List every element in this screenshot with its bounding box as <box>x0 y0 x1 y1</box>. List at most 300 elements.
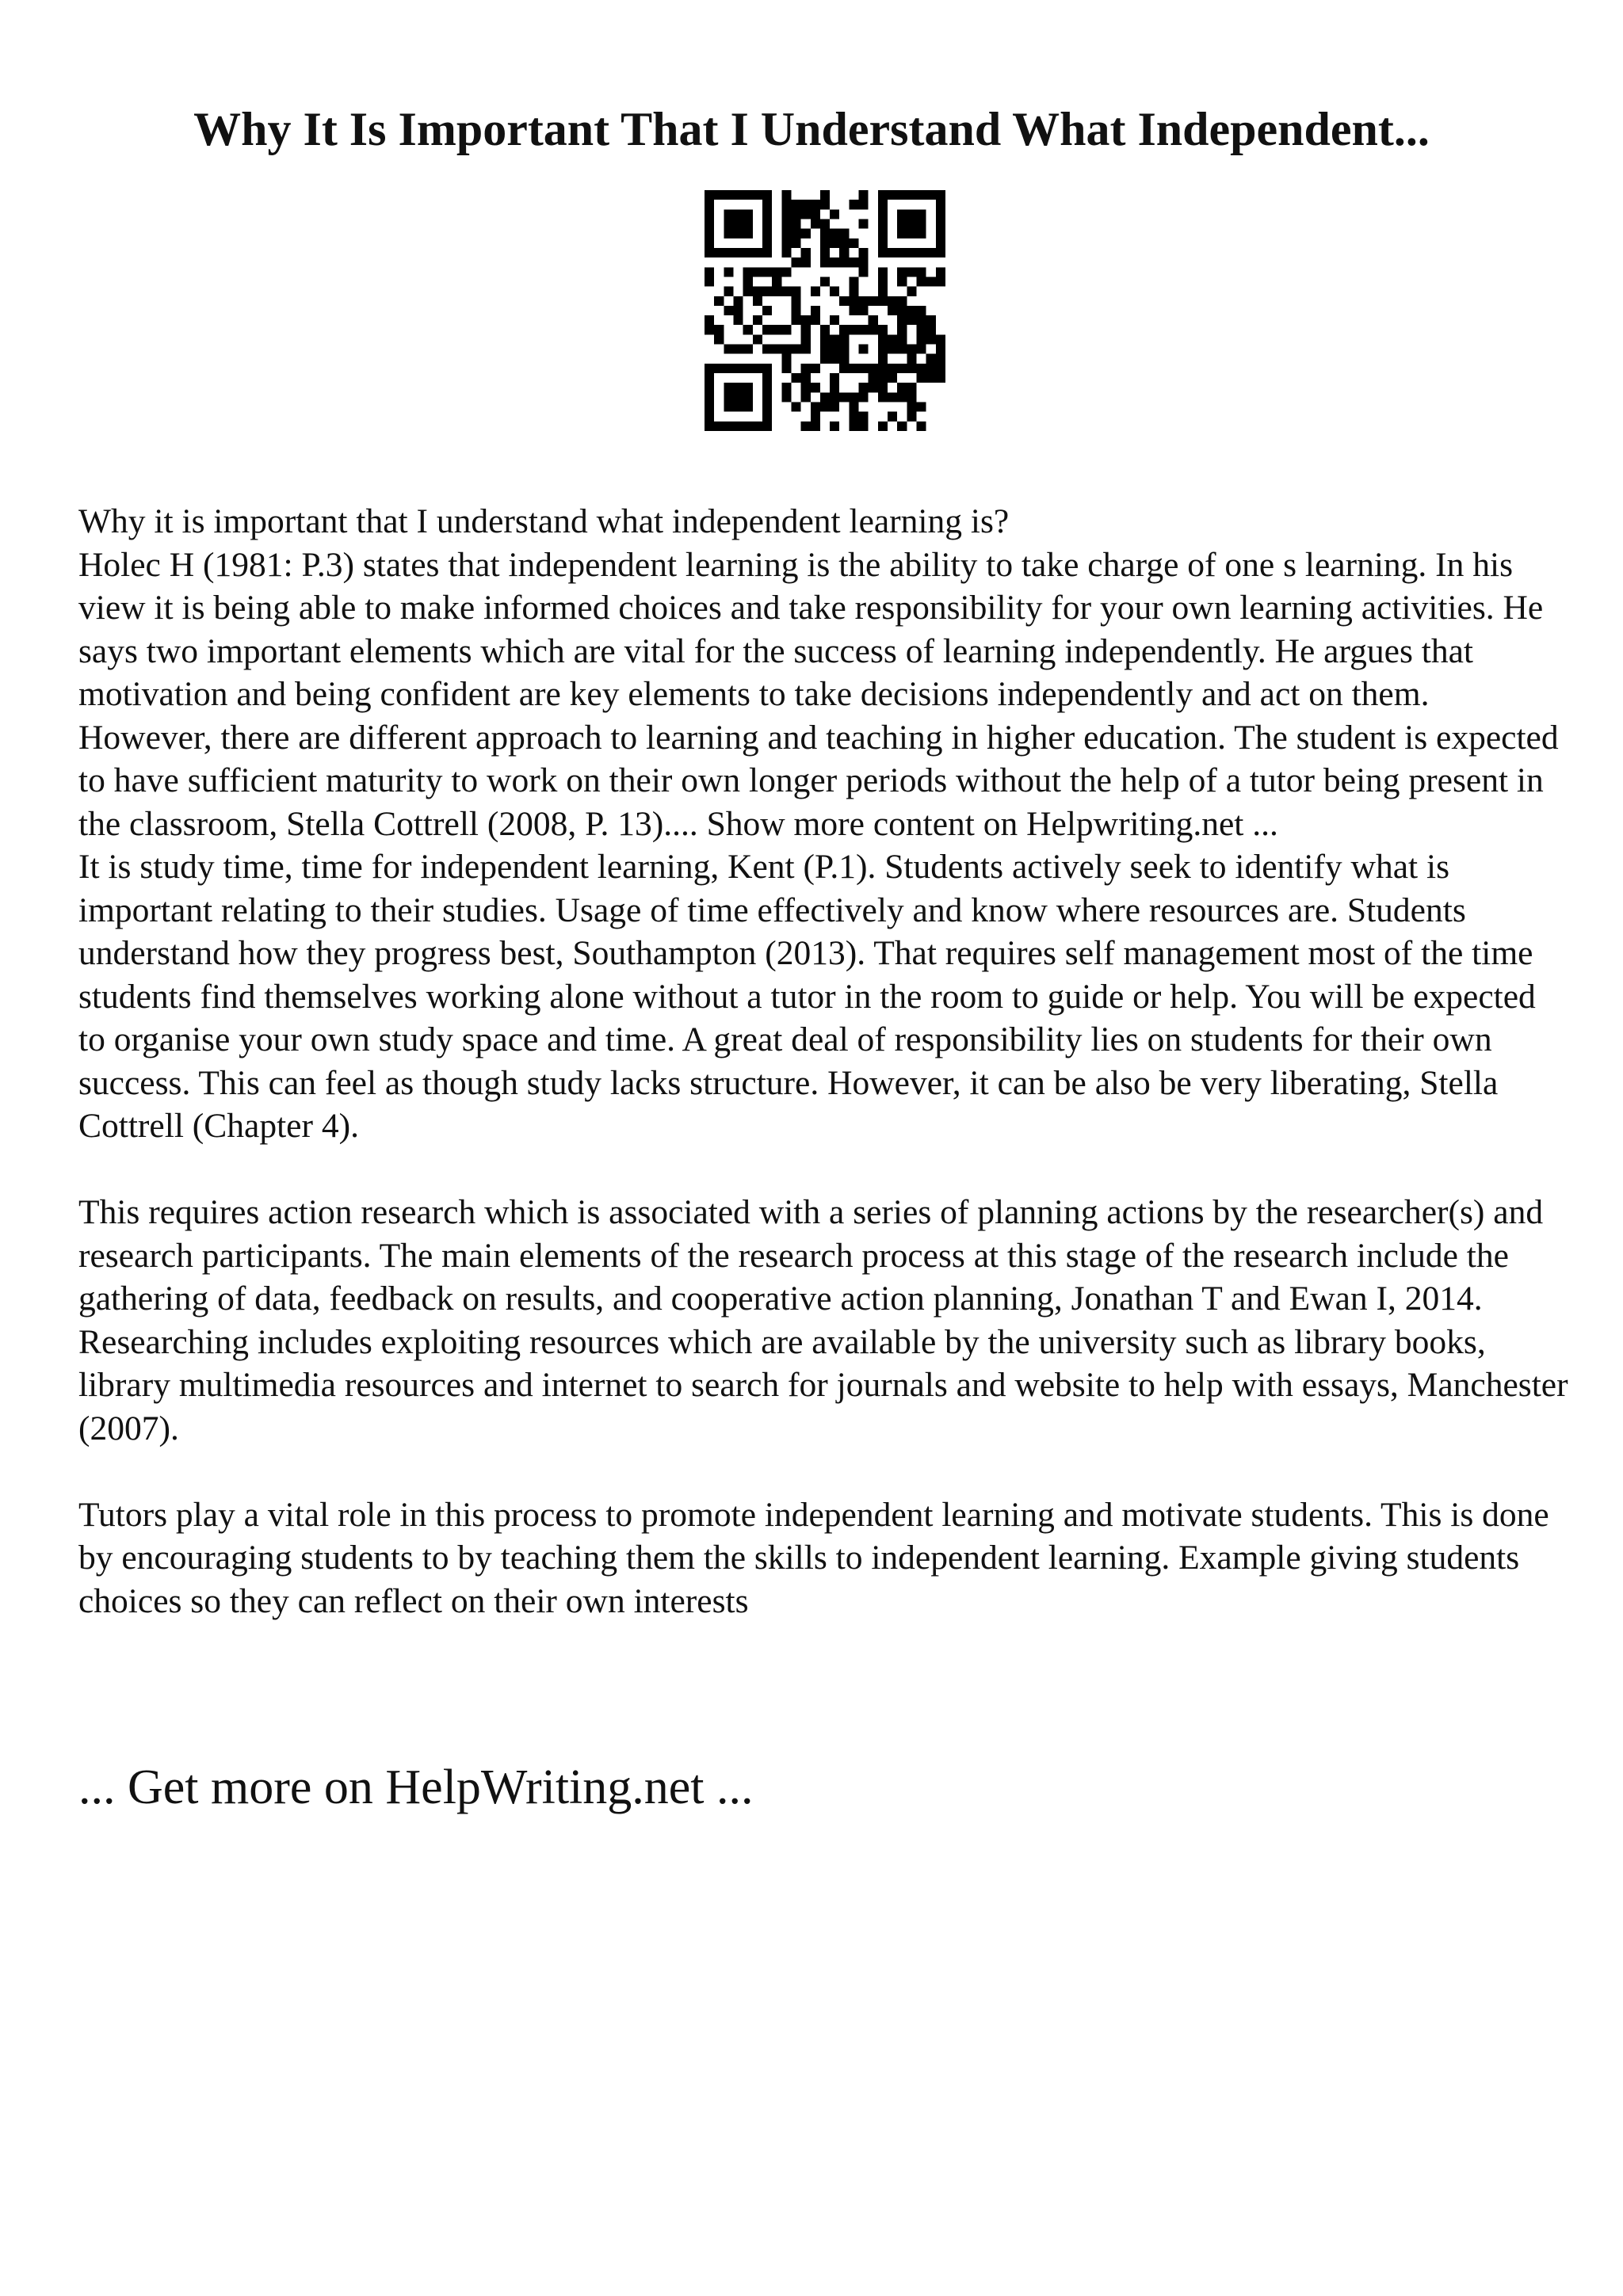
qr-module <box>830 383 839 392</box>
qr-module <box>926 334 936 344</box>
qr-module <box>820 200 830 209</box>
qr-module <box>917 421 926 431</box>
qr-module <box>714 190 724 200</box>
qr-module <box>791 219 800 228</box>
qr-module <box>878 287 888 296</box>
qr-module <box>926 364 936 373</box>
qr-module <box>859 257 869 267</box>
qr-module <box>724 229 733 238</box>
qr-module <box>705 209 714 219</box>
qr-module <box>733 383 743 392</box>
qr-module <box>849 421 858 431</box>
qr-module <box>772 267 781 277</box>
qr-module <box>839 238 849 248</box>
qr-module <box>762 392 772 402</box>
qr-module <box>936 248 945 257</box>
qr-module <box>878 373 888 383</box>
qr-module <box>801 257 811 267</box>
qr-module <box>762 402 772 412</box>
qr-module <box>859 190 869 200</box>
qr-module <box>762 200 772 209</box>
qr-module <box>733 190 743 200</box>
qr-module <box>791 296 800 306</box>
qr-module <box>762 421 772 431</box>
qr-module <box>762 229 772 238</box>
qr-module <box>888 190 897 200</box>
qr-module <box>936 345 945 354</box>
qr-module <box>878 200 888 209</box>
qr-module <box>705 392 714 402</box>
qr-module <box>801 325 811 334</box>
qr-module <box>820 229 830 238</box>
qr-code-icon <box>705 190 945 431</box>
qr-module <box>878 229 888 238</box>
qr-module <box>705 190 714 200</box>
qr-module <box>907 190 916 200</box>
qr-module <box>781 219 791 228</box>
qr-module <box>897 190 907 200</box>
qr-module <box>907 354 916 364</box>
qr-module <box>917 248 926 257</box>
qr-module <box>801 364 811 373</box>
qr-module <box>917 402 926 412</box>
qr-module <box>743 277 753 286</box>
qr-module <box>897 219 907 228</box>
qr-module <box>859 421 869 431</box>
qr-module <box>811 219 820 228</box>
qr-module <box>781 383 791 392</box>
qr-module <box>791 257 800 267</box>
qr-module <box>897 383 907 392</box>
qr-module <box>830 334 839 344</box>
qr-module <box>743 209 753 219</box>
qr-module <box>714 421 724 431</box>
qr-module <box>772 325 781 334</box>
qr-module <box>917 209 926 219</box>
qr-module <box>878 296 888 306</box>
paragraph-study-time: It is study time, time for independent learning, Kent (P.1). Students actively seek to identify what is important relating to their studies. Usage of time effectively and know where resources are. Students understand how they progress best, Southampton (2013). That requires self management most of the time students find themselves working alone without a tutor in the room to guide or help. You will be expected to organise your own study space and time. A great deal of responsibility lies on students for their own success. This can feel as though study lacks structure. However, it can be also be very liberating, Stella Cottrell (Chapter 4). <box>78 848 1536 1145</box>
qr-module <box>705 402 714 412</box>
qr-module <box>733 296 743 306</box>
qr-module <box>705 238 714 248</box>
qr-module <box>801 373 811 383</box>
qr-module <box>820 354 830 364</box>
qr-module <box>733 421 743 431</box>
qr-module <box>917 325 926 334</box>
qr-module <box>897 306 907 315</box>
paragraph-holec: Holec H (1981: P.3) states that independent learning is the ability to take charge of one s learning. In his view it is being able to make informed choices and take responsibility for your own learning activities. He says two important elements which are vital for the success of learning independently. He argues that motivation and being confident are key elements to take decisions independently and act on them. <box>78 545 1544 713</box>
qr-module <box>781 354 791 364</box>
qr-module <box>705 277 714 286</box>
qr-module <box>926 190 936 200</box>
qr-module <box>878 190 888 200</box>
qr-module <box>859 306 869 315</box>
qr-module <box>724 306 733 315</box>
qr-module <box>830 421 839 431</box>
qr-module <box>936 364 945 373</box>
qr-module <box>762 325 772 334</box>
qr-module <box>811 412 820 421</box>
qr-module <box>878 345 888 354</box>
qr-module <box>811 287 820 296</box>
qr-module <box>917 277 926 286</box>
qr-module <box>820 334 830 344</box>
qr-module <box>724 364 733 373</box>
qr-module <box>830 209 839 219</box>
qr-module <box>917 334 926 344</box>
qr-module <box>801 229 811 238</box>
qr-module <box>791 402 800 412</box>
qr-module <box>839 325 849 334</box>
qr-module <box>888 373 897 383</box>
qr-module <box>897 296 907 306</box>
qr-module <box>801 334 811 344</box>
qr-module <box>888 364 897 373</box>
qr-module <box>820 248 830 257</box>
qr-module <box>705 373 714 383</box>
qr-module <box>936 267 945 277</box>
qr-module <box>888 306 897 315</box>
qr-module <box>762 248 772 257</box>
qr-module <box>743 190 753 200</box>
qr-module <box>714 364 724 373</box>
qr-module <box>743 392 753 402</box>
qr-module <box>820 345 830 354</box>
qr-module <box>878 238 888 248</box>
qr-module <box>714 334 724 344</box>
qr-module <box>917 219 926 228</box>
qr-module <box>781 287 791 296</box>
qr-module <box>781 325 791 334</box>
qr-module <box>801 345 811 354</box>
qr-module <box>743 229 753 238</box>
qr-module <box>839 392 849 402</box>
qr-module <box>743 325 753 334</box>
qr-module <box>936 354 945 364</box>
qr-module <box>762 364 772 373</box>
qr-module <box>859 219 869 228</box>
qr-module <box>849 238 858 248</box>
qr-module <box>762 383 772 392</box>
qr-module <box>772 277 781 286</box>
qr-module <box>878 325 888 334</box>
qr-module <box>859 364 869 373</box>
qr-module <box>869 315 878 325</box>
qr-module <box>791 315 800 325</box>
qr-module <box>830 229 839 238</box>
qr-module <box>907 345 916 354</box>
qr-module <box>753 296 762 306</box>
qr-module <box>897 267 907 277</box>
qr-module <box>714 325 724 334</box>
qr-module <box>705 383 714 392</box>
qr-module <box>762 373 772 383</box>
qr-module <box>839 296 849 306</box>
qr-module <box>839 229 849 238</box>
qr-module <box>907 267 916 277</box>
qr-module <box>753 315 762 325</box>
qr-module <box>926 354 936 364</box>
qr-module <box>936 277 945 286</box>
get-more-link[interactable]: ... Get more on HelpWriting.net ... <box>78 1760 754 1814</box>
qr-module <box>917 190 926 200</box>
qr-module <box>869 373 878 383</box>
qr-module <box>897 209 907 219</box>
qr-module <box>859 248 869 257</box>
qr-module <box>705 248 714 257</box>
qr-module <box>724 267 733 277</box>
qr-module <box>917 267 926 277</box>
qr-module <box>733 364 743 373</box>
qr-module <box>791 209 800 219</box>
qr-module <box>849 412 858 421</box>
qr-module <box>907 315 916 325</box>
qr-module <box>878 364 888 373</box>
qr-module <box>753 287 762 296</box>
qr-module <box>897 248 907 257</box>
qr-module <box>888 392 897 402</box>
qr-module <box>733 315 743 325</box>
paragraph-approach: However, there are different approach to learning and teaching in higher education. The student is expected to have sufficient maturity to work on their own longer periods without the help of a tutor being present in the classroom, Stella Cottrell (2008, P. 13).... Show more content on Helpwriting.net ... <box>78 718 1559 843</box>
qr-module <box>733 392 743 402</box>
qr-module <box>781 392 791 402</box>
qr-module <box>743 219 753 228</box>
qr-module <box>820 325 830 334</box>
qr-module <box>869 296 878 306</box>
qr-module <box>897 345 907 354</box>
qr-module <box>820 190 830 200</box>
qr-module <box>878 277 888 286</box>
qr-module <box>811 402 820 412</box>
qr-module <box>724 219 733 228</box>
document-title: Why It Is Important That I Understand What Independent... <box>193 103 1430 155</box>
qr-module <box>724 392 733 402</box>
qr-module <box>926 325 936 334</box>
qr-module <box>936 209 945 219</box>
qr-module <box>705 229 714 238</box>
qr-module <box>917 315 926 325</box>
qr-module <box>801 421 811 431</box>
qr-module <box>762 306 772 315</box>
qr-module <box>926 248 936 257</box>
qr-module <box>743 383 753 392</box>
qr-module <box>762 238 772 248</box>
qr-module <box>839 345 849 354</box>
qr-module <box>791 200 800 209</box>
qr-module <box>733 209 743 219</box>
qr-module <box>801 209 811 219</box>
qr-module <box>811 209 820 219</box>
qr-module <box>830 287 839 296</box>
qr-module <box>830 402 839 412</box>
qr-module <box>849 402 858 412</box>
qr-module <box>762 209 772 219</box>
qr-module <box>733 402 743 412</box>
qr-module <box>897 315 907 325</box>
qr-module <box>878 209 888 219</box>
qr-module <box>859 383 869 392</box>
qr-module <box>791 373 800 383</box>
qr-module <box>917 345 926 354</box>
qr-module <box>811 383 820 392</box>
qr-module <box>801 383 811 392</box>
qr-module <box>811 306 820 315</box>
qr-module <box>811 315 820 325</box>
qr-module <box>917 306 926 315</box>
qr-module <box>705 421 714 431</box>
qr-module <box>830 238 839 248</box>
qr-module <box>888 296 897 306</box>
qr-module <box>830 392 839 402</box>
qr-module <box>878 392 888 402</box>
qr-module <box>907 219 916 228</box>
qr-module <box>705 315 714 325</box>
qr-module <box>897 277 907 286</box>
qr-module <box>936 229 945 238</box>
qr-module <box>830 354 839 364</box>
qr-module <box>801 248 811 257</box>
qr-module <box>917 229 926 238</box>
qr-module <box>897 229 907 238</box>
qr-module <box>869 325 878 334</box>
qr-module <box>888 345 897 354</box>
qr-module <box>859 345 869 354</box>
qr-module <box>917 364 926 373</box>
qr-module <box>801 315 811 325</box>
qr-module <box>859 296 869 306</box>
qr-module <box>781 364 791 373</box>
qr-module <box>772 287 781 296</box>
qr-module <box>705 325 714 334</box>
qr-module <box>859 200 869 209</box>
qr-module <box>705 412 714 421</box>
qr-module <box>820 219 830 228</box>
qr-module <box>849 364 858 373</box>
qr-module <box>907 229 916 238</box>
qr-module <box>849 306 858 315</box>
qr-module <box>733 229 743 238</box>
qr-module <box>907 306 916 315</box>
qr-module <box>907 248 916 257</box>
qr-module <box>762 345 772 354</box>
qr-module <box>781 345 791 354</box>
qr-module <box>791 306 800 315</box>
qr-module <box>733 345 743 354</box>
qr-module <box>753 334 762 344</box>
qr-module <box>888 248 897 257</box>
qr-module <box>869 364 878 373</box>
qr-module <box>801 200 811 209</box>
qr-module <box>781 238 791 248</box>
qr-module <box>878 383 888 392</box>
qr-module <box>926 373 936 383</box>
qr-module <box>743 267 753 277</box>
qr-module <box>791 287 800 296</box>
qr-module <box>859 412 869 421</box>
qr-module <box>897 334 907 344</box>
qr-module <box>753 421 762 431</box>
qr-module <box>897 421 907 431</box>
qr-module <box>839 334 849 344</box>
qr-module <box>733 248 743 257</box>
qr-module <box>830 345 839 354</box>
qr-module <box>801 392 811 402</box>
qr-module <box>859 325 869 334</box>
qr-module <box>820 238 830 248</box>
qr-module <box>820 277 830 286</box>
qr-module <box>907 383 916 392</box>
qr-module <box>791 345 800 354</box>
qr-module <box>820 392 830 402</box>
qr-module <box>791 238 800 248</box>
qr-module <box>839 354 849 364</box>
qr-module <box>907 402 916 412</box>
qr-module <box>849 287 858 296</box>
qr-module <box>743 248 753 257</box>
paragraph-tutors: Tutors play a vital role in this process to promote independent learning and motivate students. This is done by encouraging students to by teaching them the skills to independent learning. Example giving students choices so they can reflect on their own interests <box>78 1495 1549 1620</box>
qr-module <box>820 402 830 412</box>
qr-module <box>849 296 858 306</box>
qr-module <box>820 257 830 267</box>
qr-module <box>811 364 820 373</box>
qr-module <box>724 345 733 354</box>
qr-module <box>849 257 858 267</box>
qr-module <box>781 248 791 257</box>
qr-module <box>878 354 888 364</box>
qr-module <box>907 287 916 296</box>
qr-module <box>869 383 878 392</box>
qr-module <box>743 287 753 296</box>
qr-module <box>714 248 724 257</box>
qr-module <box>724 248 733 257</box>
qr-module <box>839 257 849 267</box>
qr-module <box>811 421 820 431</box>
qr-module <box>733 219 743 228</box>
qr-module <box>830 315 839 325</box>
qr-module <box>791 229 800 238</box>
qr-module <box>878 421 888 431</box>
qr-module <box>811 200 820 209</box>
qr-module <box>781 190 791 200</box>
qr-module <box>714 296 724 306</box>
qr-module <box>897 325 907 334</box>
qr-module <box>839 248 849 257</box>
qr-module <box>743 345 753 354</box>
qr-module <box>849 277 858 286</box>
qr-module <box>762 190 772 200</box>
qr-module <box>907 364 916 373</box>
qr-module <box>705 267 714 277</box>
qr-module <box>781 229 791 238</box>
qr-module <box>724 421 733 431</box>
qr-module <box>830 373 839 383</box>
qr-module <box>830 257 839 267</box>
qr-module <box>888 334 897 344</box>
qr-module <box>781 209 791 219</box>
qr-module <box>936 219 945 228</box>
qr-module <box>839 364 849 373</box>
qr-module <box>724 287 733 296</box>
qr-module <box>743 364 753 373</box>
qr-module <box>762 219 772 228</box>
qr-module <box>888 412 897 421</box>
qr-module <box>724 209 733 219</box>
qr-module <box>849 392 858 402</box>
qr-module <box>926 277 936 286</box>
qr-module <box>743 402 753 412</box>
qr-module <box>936 200 945 209</box>
qr-module <box>878 248 888 257</box>
